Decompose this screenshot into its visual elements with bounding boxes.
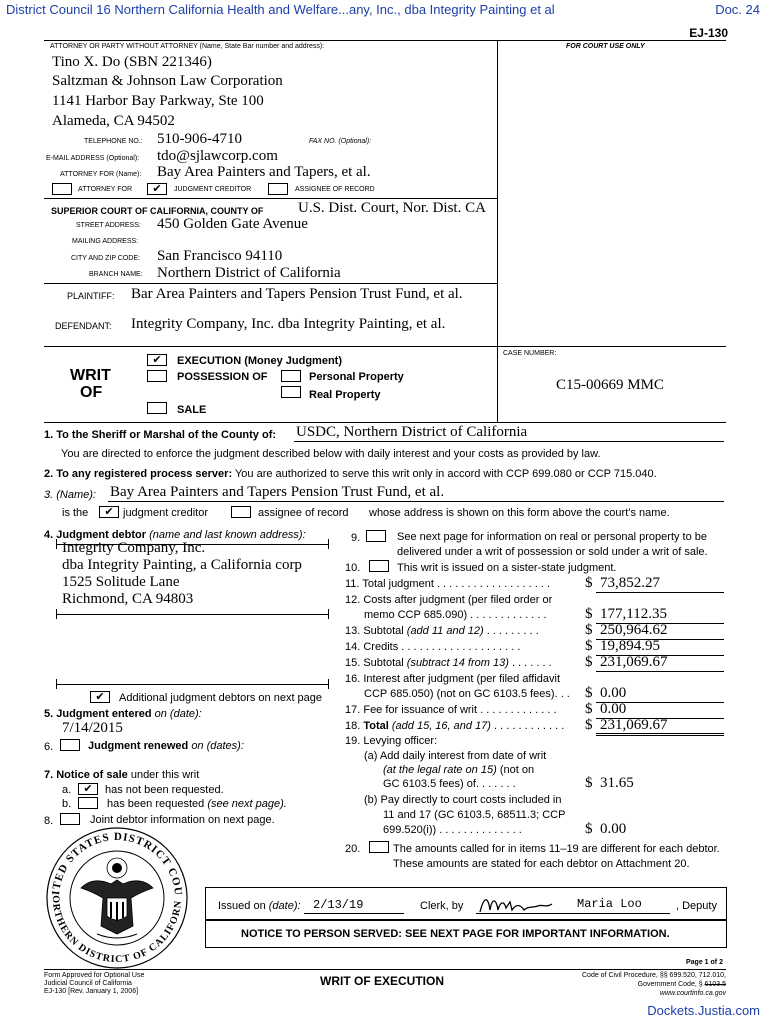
checkbox-item3-assignee[interactable] <box>231 506 251 518</box>
issued-date: 2/13/19 <box>313 898 364 912</box>
item8-text: Joint debtor information on next page. <box>90 814 275 826</box>
top-rule <box>44 40 726 41</box>
checkbox-additional-debtors[interactable]: ✔ <box>90 691 110 703</box>
item1-county: USDC, Northern District of California <box>296 424 528 440</box>
item1-text: You are directed to enforce the judgment described below with daily interest and your costs as provided by law. <box>61 448 601 460</box>
attorney-court-rule <box>44 198 497 199</box>
checkbox-7a[interactable]: ✔ <box>78 783 98 795</box>
defendant-value: Integrity Company, Inc. dba Integrity Painting, et al. <box>131 316 446 332</box>
court-use-label: FOR COURT USE ONLY <box>566 43 645 50</box>
real-label: Real Property <box>309 389 381 401</box>
additional-debtors: Additional judgment debtors on next page <box>119 692 323 704</box>
svg-text:UNITED STATES DISTRICT COURT: ITED STATES DISTRICT COU <box>50 830 185 897</box>
item20-text2: These amounts are stated for each debtor on Attachment 20. <box>393 858 690 870</box>
issued-date-underline <box>304 913 404 914</box>
opt-attorney-for: ATTORNEY FOR <box>78 186 133 193</box>
clerk-name: Maria Loo <box>577 897 642 911</box>
courtinfo-url[interactable]: www.courtinfo.ca.gov <box>659 990 726 997</box>
personal-label: Personal Property <box>309 371 404 383</box>
court-rule <box>44 283 497 284</box>
sale-label: SALE <box>177 404 207 416</box>
footer-title: WRIT OF EXECUTION <box>320 974 444 988</box>
checkbox-assignee[interactable] <box>268 183 288 195</box>
checkbox-item3-creditor[interactable]: ✔ <box>99 506 119 518</box>
checkbox-joint[interactable] <box>60 813 80 825</box>
item1: 1. To the Sheriff or Marshal of the County of: <box>44 429 277 441</box>
item16a: 16. Interest after judgment (per filed affidavit <box>345 673 561 685</box>
item15-dollar: $ <box>585 654 593 670</box>
item17: 17. Fee for issuance of writ . . . . . . . . . . . . . <box>345 704 557 716</box>
opt-assignee: ASSIGNEE OF RECORD <box>295 186 375 193</box>
item15: 15. Subtotal (subtract 14 from 13) . . . . . . . <box>345 657 552 669</box>
form-approved: Form Approved for Optional Use <box>44 972 145 979</box>
checkbox-10[interactable] <box>369 560 389 572</box>
item12b: memo CCP 685.090) . . . . . . . . . . . . . <box>364 609 547 621</box>
item18-value: 231,069.67 <box>600 717 668 733</box>
item19a2: (at the legal rate on 15) (not on <box>383 764 535 776</box>
clerk-underline <box>476 913 670 914</box>
item10-text: This writ is issued on a sister-state judgment. <box>397 562 617 574</box>
deputy-label: , Deputy <box>676 900 717 912</box>
item3-underline <box>108 501 724 502</box>
branch-label: BRANCH NAME: <box>89 271 143 278</box>
item12-dollar: $ <box>585 606 593 622</box>
item20-num: 20. <box>345 843 361 855</box>
debtor-bracket-left-bottom <box>56 679 57 689</box>
writ-rule <box>44 422 726 423</box>
item5-label: 5. Judgment entered on (date): <box>44 708 202 720</box>
checkbox-judgment-creditor[interactable]: ✔ <box>147 183 167 195</box>
page-number: Page 1 of 2 <box>686 959 723 966</box>
notice-text: NOTICE TO PERSON SERVED: SEE NEXT PAGE FOR IMPORTANT INFORMATION. <box>241 928 670 940</box>
street-label: STREET ADDRESS: <box>76 222 141 229</box>
attorney-for-label: ATTORNEY FOR (Name): <box>60 171 142 178</box>
item16-dollar: $ <box>585 685 593 701</box>
city-label: CITY AND ZIP CODE: <box>71 255 140 262</box>
item5-date: 7/14/2015 <box>62 720 123 736</box>
item9-text2: delivered under a writ of possession or sold under a writ of sale. <box>397 546 708 558</box>
item1-underline <box>294 441 724 442</box>
justia-link[interactable]: Dockets.Justia.com <box>647 1003 760 1018</box>
checkbox-renewed[interactable] <box>60 739 80 751</box>
attorney-label: ATTORNEY OR PARTY WITHOUT ATTORNEY (Name, State Bar number and address): <box>50 43 325 50</box>
item7a-text: has not been requested. <box>105 784 224 796</box>
item18: 18. Total (add 15, 16, and 17) . . . . . . . . . . . . <box>345 720 565 732</box>
court-label: SUPERIOR COURT OF CALIFORNIA, COUNTY OF <box>51 206 264 216</box>
item6-num: 6. <box>44 741 54 753</box>
debtor-line4: Richmond, CA 94803 <box>62 591 194 607</box>
possession-label: POSSESSION OF <box>177 371 268 383</box>
item19a-dollar: $ <box>585 775 593 791</box>
item19b3: 699.520(i)) . . . . . . . . . . . . . . <box>383 824 522 836</box>
court-seal <box>41 826 193 970</box>
debtor-line3: 1525 Solitude Lane <box>62 574 180 590</box>
debtor-bracket-bottom <box>56 684 328 685</box>
defendant-label: DEFENDANT: <box>55 321 112 331</box>
court-use-divider <box>497 40 498 422</box>
checkbox-possession[interactable] <box>147 370 167 382</box>
item18-dollar: $ <box>585 717 593 733</box>
debtor-line1: Integrity Company, Inc. <box>62 540 206 556</box>
item3-name: Bay Area Painters and Tapers Pension Trust Fund, et al. <box>110 484 445 500</box>
tel-value: 510-906-4710 <box>157 131 242 147</box>
docket-number[interactable]: Doc. 24 <box>715 2 760 17</box>
item16-value: 0.00 <box>600 685 627 701</box>
docket-title[interactable]: District Council 16 Northern California Health and Welfare...any, Inc., dba Integrity Painting et al <box>6 2 555 17</box>
item19b-dollar: $ <box>585 821 593 837</box>
court-seal-svg <box>41 826 193 970</box>
item3-whose: whose address is shown on this form above the court’s name. <box>369 507 670 519</box>
clerk-label: Clerk, by <box>420 900 464 912</box>
judicial-council: Judicial Council of California <box>44 980 132 987</box>
item3-label: 3. (Name): <box>44 489 96 501</box>
item3-is-the: is the <box>62 507 89 519</box>
debtor-bracket-right-bottom <box>328 679 329 689</box>
item16b: CCP 685.050) (not on GC 6103.5 fees). . . <box>364 688 570 700</box>
item19a-value: 31.65 <box>600 775 634 791</box>
checkbox-execution[interactable]: ✔ <box>147 354 167 366</box>
branch-value: Northern District of California <box>157 265 341 281</box>
tel-label: TELEPHONE NO.: <box>84 138 143 145</box>
item19: 19. Levying officer: <box>345 735 438 747</box>
item4-label: 4. Judgment debtor (name and last known address): <box>44 529 306 541</box>
item7b-text: has been requested (see next page). <box>107 798 287 810</box>
checkbox-personal[interactable] <box>281 370 301 382</box>
attorney-address2: Alameda, CA 94502 <box>52 113 175 129</box>
case-number-label: CASE NUMBER: <box>503 350 557 357</box>
checkbox-9[interactable] <box>366 530 386 542</box>
item17-dollar: $ <box>585 701 593 717</box>
item13: 13. Subtotal (add 11 and 12) . . . . . . . . . <box>345 625 539 637</box>
checkbox-20[interactable] <box>369 841 389 853</box>
case-number: C15-00669 MMC <box>556 377 664 393</box>
debtor-bracket-mid <box>56 614 328 615</box>
writ-of: OF <box>80 384 103 401</box>
item19b1: (b) Pay directly to court costs included in <box>364 794 562 806</box>
email-value: tdo@sjlawcorp.com <box>157 148 278 164</box>
item7a: a. <box>62 784 72 796</box>
form-revision: EJ-130 [Rev. January 1, 2006] <box>44 988 139 995</box>
item11-dollar: $ <box>585 575 593 591</box>
attorney-address1: 1141 Harbor Bay Parkway, Ste 100 <box>52 93 264 109</box>
checkbox-attorney-for[interactable] <box>52 183 72 195</box>
item15-value: 231,069.67 <box>600 654 668 670</box>
plaintiff-label: PLAINTIFF: <box>67 291 115 301</box>
item11: 11. Total judgment . . . . . . . . . . . . . . . . . . . <box>345 578 551 590</box>
item14-value: 19,894.95 <box>600 638 660 654</box>
item18-underline <box>596 733 724 736</box>
item9-text1: See next page for information on real or personal property to be <box>397 531 708 543</box>
item11-underline <box>596 592 724 593</box>
item12a: 12. Costs after judgment (per filed order or <box>345 594 553 606</box>
street-value: 450 Golden Gate Avenue <box>157 216 308 232</box>
code-cite2: Government Code, § 6103.5 <box>637 981 726 988</box>
item14: 14. Credits . . . . . . . . . . . . . . . . . . . . <box>345 641 521 653</box>
attorney-for-value: Bay Area Painters and Tapers, et al. <box>157 164 371 180</box>
email-label: E-MAIL ADDRESS (Optional): <box>46 155 140 162</box>
item14-dollar: $ <box>585 638 593 654</box>
item7-label: 7. Notice of sale under this writ <box>44 769 200 781</box>
item3-assignee: assignee of record <box>258 507 349 519</box>
checkbox-sale[interactable] <box>147 402 167 414</box>
item6-label: Judgment renewed on (dates): <box>88 740 244 752</box>
court-name: U.S. Dist. Court, Nor. Dist. CA <box>298 200 486 216</box>
form-id: EJ-130 <box>689 26 728 40</box>
code-cite1: Code of Civil Procedure, §§ 699.520, 712.010, <box>582 972 726 979</box>
item11-value: 73,852.27 <box>600 575 660 591</box>
fax-label: FAX NO. (Optional): <box>309 138 372 145</box>
item12-value: 177,112.35 <box>600 606 667 622</box>
attorney-name: Tino X. Do (SBN 221346) <box>52 54 212 70</box>
checkbox-real[interactable] <box>281 386 301 398</box>
item9-num: 9. <box>351 532 361 544</box>
item19a1: (a) Add daily interest from date of writ <box>364 750 547 762</box>
item17-value: 0.00 <box>600 701 627 717</box>
item15-underline <box>596 671 724 672</box>
item13-value: 250,964.62 <box>600 622 668 638</box>
issued-label: Issued on (date): <box>218 900 301 912</box>
item3-creditor: judgment creditor <box>123 507 208 519</box>
mailing-label: MAILING ADDRESS: <box>72 238 139 245</box>
item10-num: 10. <box>345 562 361 574</box>
parties-rule <box>44 346 726 347</box>
item19b2: 11 and 17 (GC 6103.5, 68511.3; CCP <box>383 809 566 821</box>
item8-num: 8. <box>44 815 54 827</box>
item7b: b. <box>62 798 72 810</box>
debtor-line2: dba Integrity Painting, a California corp <box>62 557 302 573</box>
clerk-signature <box>476 892 556 918</box>
attorney-firm: Saltzman & Johnson Law Corporation <box>52 73 283 89</box>
item19b-value: 0.00 <box>600 821 627 837</box>
plaintiff-value: Bar Area Painters and Tapers Pension Trust Fund, et al. <box>131 286 463 302</box>
city-value: San Francisco 94110 <box>157 248 283 264</box>
debtor-bracket-left-top <box>56 539 57 549</box>
debtor-bracket-left-mid <box>56 609 57 619</box>
item2: 2. To any registered process server: You are authorized to serve this writ only in accord with CCP 699.080 or CCP 715.040. <box>44 468 657 480</box>
checkbox-7b[interactable] <box>78 797 98 809</box>
opt-judgment-creditor: JUDGMENT CREDITOR <box>174 186 252 193</box>
item13-dollar: $ <box>585 622 593 638</box>
execution-label: EXECUTION (Money Judgment) <box>177 355 343 367</box>
debtor-bracket-right-top <box>328 539 329 549</box>
debtor-bracket-right-mid <box>328 609 329 619</box>
item19a3: GC 6103.5 fees) of. . . . . . . <box>383 778 516 790</box>
svg-text:NORTHERN DISTRICT OF CALIFORNI: ORTHERN DISTRICT OF CALIFORN <box>49 895 185 966</box>
writ-title: WRIT <box>70 367 111 384</box>
item20-text1: The amounts called for in items 11–19 are different for each debtor. <box>393 843 720 855</box>
footer-rule <box>44 969 726 970</box>
